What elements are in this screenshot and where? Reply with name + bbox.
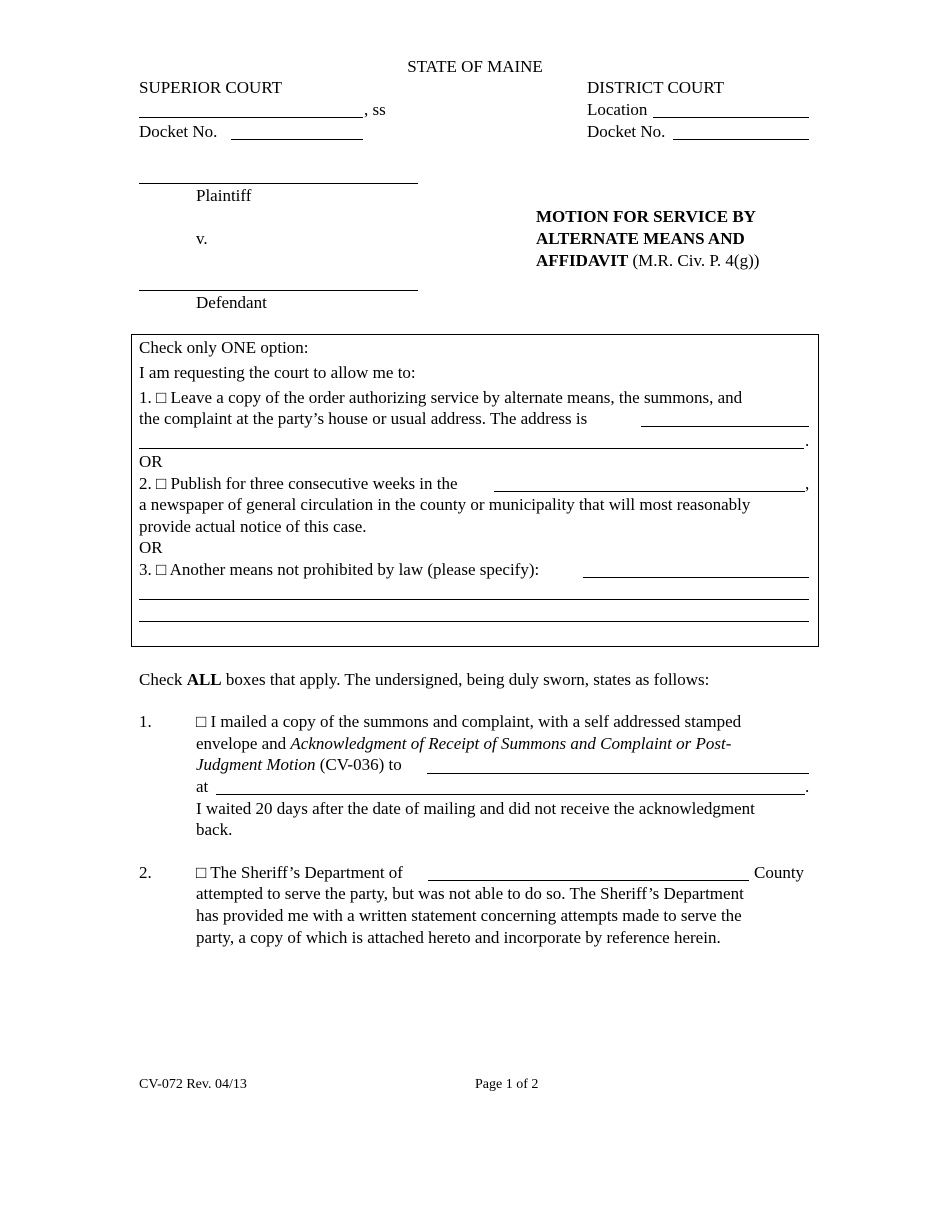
location-label: Location	[587, 100, 648, 119]
mailed-at-field-line[interactable]	[216, 794, 805, 795]
item1-form-title-a: Acknowledgment of Receipt of Summons and Complaint or Post-	[290, 734, 732, 753]
options-intro: I am requesting the court to allow me to:	[139, 363, 416, 382]
item2-line4: party, a copy of which is attached hereto and incorporate by reference herein.	[196, 928, 721, 947]
docket-left-label: Docket No.	[139, 122, 218, 141]
item2-number: 2.	[139, 863, 152, 882]
state-heading: STATE OF MAINE	[407, 57, 543, 76]
item2-county-label: County	[754, 863, 805, 882]
item2-line2: attempted to serve the party, but was not able to do so. The Sheriff’s Department	[196, 884, 744, 903]
other-means-field-line-2[interactable]	[139, 599, 809, 600]
check-all-pre: Check	[139, 670, 187, 689]
item1-line5: I waited 20 days after the date of mailing and did not receive the acknowledgment	[196, 799, 755, 818]
item1-line2-pre: envelope and	[196, 734, 291, 753]
options-instruction: Check only ONE option:	[139, 338, 309, 357]
newspaper-comma: ,	[805, 474, 810, 493]
item1-number: 1.	[139, 712, 152, 731]
option1-line1[interactable]: 1. □ Leave a copy of the order authorizing service by alternate means, the summons, and	[139, 388, 743, 407]
item1-line2	[196, 734, 731, 754]
defendant-field-line[interactable]	[139, 290, 418, 291]
district-court-label: DISTRICT COURT	[587, 78, 725, 97]
address-period: .	[805, 431, 810, 450]
plaintiff-label: Plaintiff	[196, 186, 252, 205]
sheriff-county-field-line[interactable]	[428, 880, 749, 881]
option2-line2: a newspaper of general circulation in the county or municipality that will most reasonably	[139, 495, 751, 514]
item1-line1[interactable]: □ I mailed a copy of the summons and complaint, with a self addressed stamped	[196, 712, 742, 731]
versus-label: v.	[196, 229, 208, 248]
item2-line1-pre[interactable]: □ The Sheriff’s Department of	[196, 863, 403, 882]
address-field-line[interactable]	[641, 426, 809, 427]
or-divider-1: OR	[139, 452, 163, 471]
option2-line1[interactable]: 2. □ Publish for three consecutive weeks in the	[139, 474, 458, 493]
item1-at: at	[196, 777, 209, 796]
title-rule-ref: (M.R. Civ. P. 4(g))	[628, 251, 760, 270]
plaintiff-field-line[interactable]	[139, 183, 418, 184]
superior-court-label: SUPERIOR COURT	[139, 78, 283, 97]
address-field-line-2[interactable]	[139, 448, 804, 449]
item1-form-title-b: Judgment Motion	[196, 755, 316, 774]
form-id: CV-072 Rev. 04/13	[139, 1077, 247, 1092]
title-line3	[536, 251, 759, 271]
check-all-bold: ALL	[186, 670, 222, 689]
option3-line1[interactable]: 3. □ Another means not prohibited by law (please specify):	[139, 560, 540, 579]
page-number: Page 1 of 2	[475, 1077, 539, 1092]
or-divider-2: OR	[139, 538, 163, 557]
location-field-line[interactable]	[653, 117, 809, 118]
item2-line3: has provided me with a written statement concerning attempts made to serve the	[196, 906, 742, 925]
mailed-to-field-line[interactable]	[427, 773, 809, 774]
docket-right-label: Docket No.	[587, 122, 666, 141]
ss-label: , ss	[364, 100, 386, 119]
title-line1: MOTION FOR SERVICE BY	[536, 207, 756, 226]
title-line2: ALTERNATE MEANS AND	[536, 229, 745, 248]
check-all-instruction	[139, 670, 709, 690]
other-means-field-line-3[interactable]	[139, 621, 809, 622]
item1-line3-rest: (CV-036) to	[315, 755, 402, 774]
county-field-line[interactable]	[139, 117, 363, 118]
docket-right-field-line[interactable]	[673, 139, 809, 140]
title-affidavit: AFFIDAVIT	[536, 251, 629, 270]
item1-line6: back.	[196, 820, 233, 839]
option2-line3: provide actual notice of this case.	[139, 517, 367, 536]
defendant-label: Defendant	[196, 293, 267, 312]
newspaper-field-line[interactable]	[494, 491, 805, 492]
docket-left-field-line[interactable]	[231, 139, 363, 140]
check-all-post: boxes that apply. The undersigned, being duly sworn, states as follows:	[221, 670, 710, 689]
item1-line3	[196, 755, 402, 775]
other-means-field-line[interactable]	[583, 577, 809, 578]
option1-line2: the complaint at the party’s house or usual address. The address is	[139, 409, 588, 428]
item1-period: .	[805, 777, 810, 796]
